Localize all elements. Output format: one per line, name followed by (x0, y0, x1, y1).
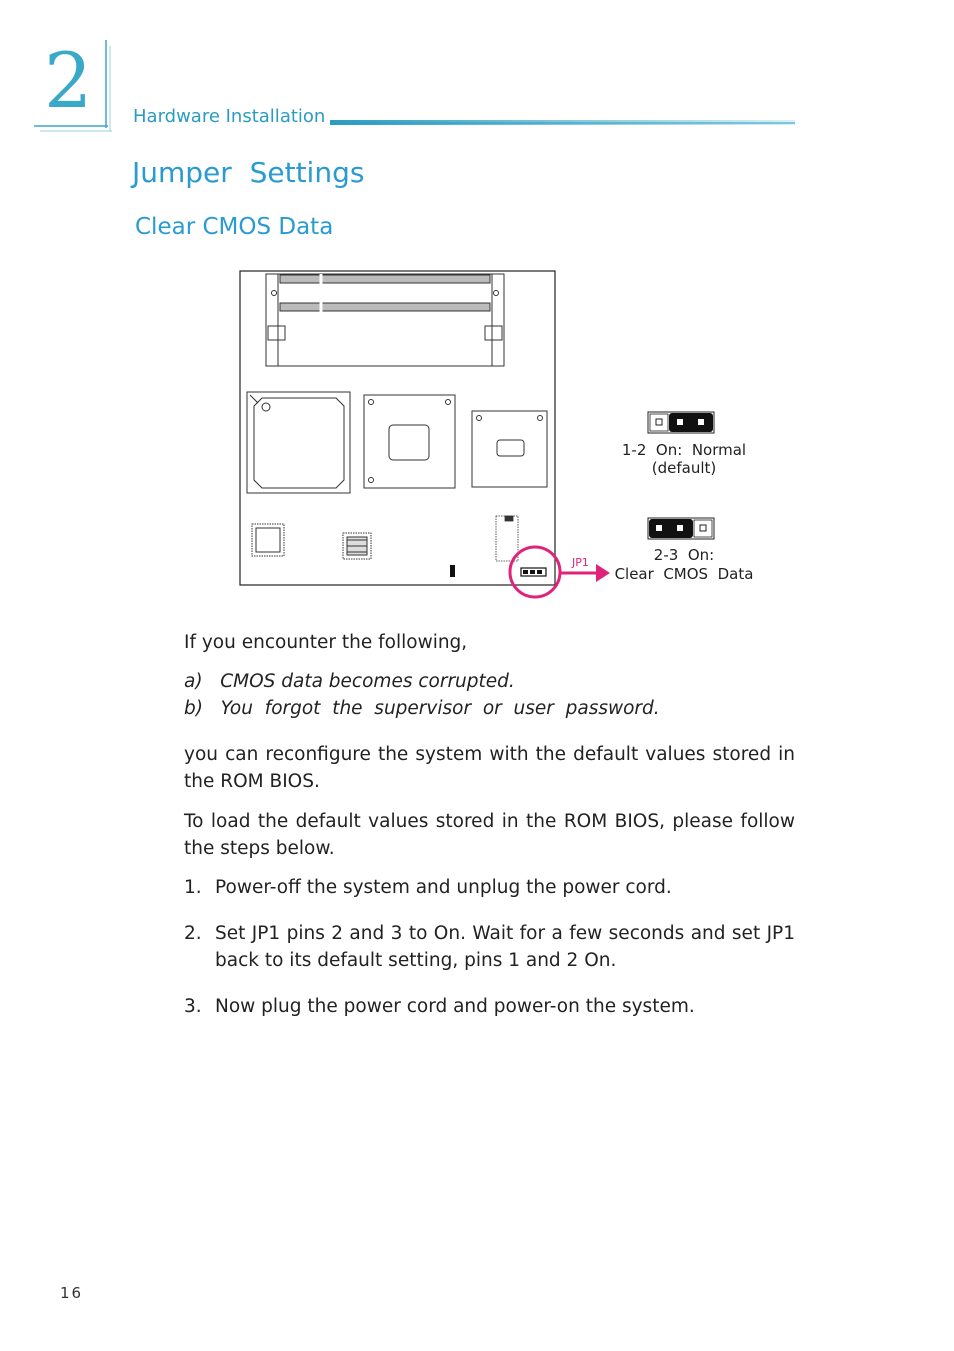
intro-text: If you encounter the following, (184, 632, 468, 653)
clear-setting-line1: 2-3 On: (653, 546, 715, 564)
step-3-number: 3. (184, 996, 202, 1017)
section-label: Hardware Installation (133, 106, 326, 127)
led-mark (450, 565, 455, 577)
clear-setting-line2: Clear CMOS Data (614, 565, 754, 583)
pin-header (496, 516, 518, 561)
small-chip (252, 524, 284, 556)
paragraph-reconfigure: you can reconfigure the system with the default values stored in the ROM BIOS. (184, 744, 795, 792)
jumper-normal-icon (648, 412, 714, 433)
step-1-number: 1. (184, 877, 202, 898)
ic-component (343, 533, 371, 559)
step-1-text: Power-off the system and unplug the power cord. (215, 877, 672, 898)
normal-setting-line1: 1-2 On: Normal (621, 441, 747, 459)
chapter-number: 2 (44, 36, 93, 125)
paragraph-load-defaults: To load the default values stored in the ROM BIOS, please follow the steps below. (184, 811, 795, 859)
section-subtitle: Clear CMOS Data (135, 214, 334, 240)
normal-setting-line2: (default) (651, 459, 717, 477)
condition-b: b) You forgot the supervisor or user password. (184, 698, 660, 719)
jp1-label: JP1 (572, 556, 589, 569)
page-title: Jumper Settings (132, 156, 365, 189)
condition-a: a) CMOS data becomes corrupted. (184, 671, 515, 692)
board-diagram (200, 262, 800, 607)
step-3-text: Now plug the power cord and power-on the system. (215, 996, 695, 1017)
step-2-number: 2. (184, 923, 202, 944)
page-number: 16 (60, 1284, 84, 1302)
header-rule (330, 120, 795, 126)
jumper-clear-icon (648, 518, 714, 539)
step-2-text: Set JP1 pins 2 and 3 to On. Wait for a few seconds and set JP1 back to its default setting, pins 1 and 2 On. (215, 923, 795, 971)
